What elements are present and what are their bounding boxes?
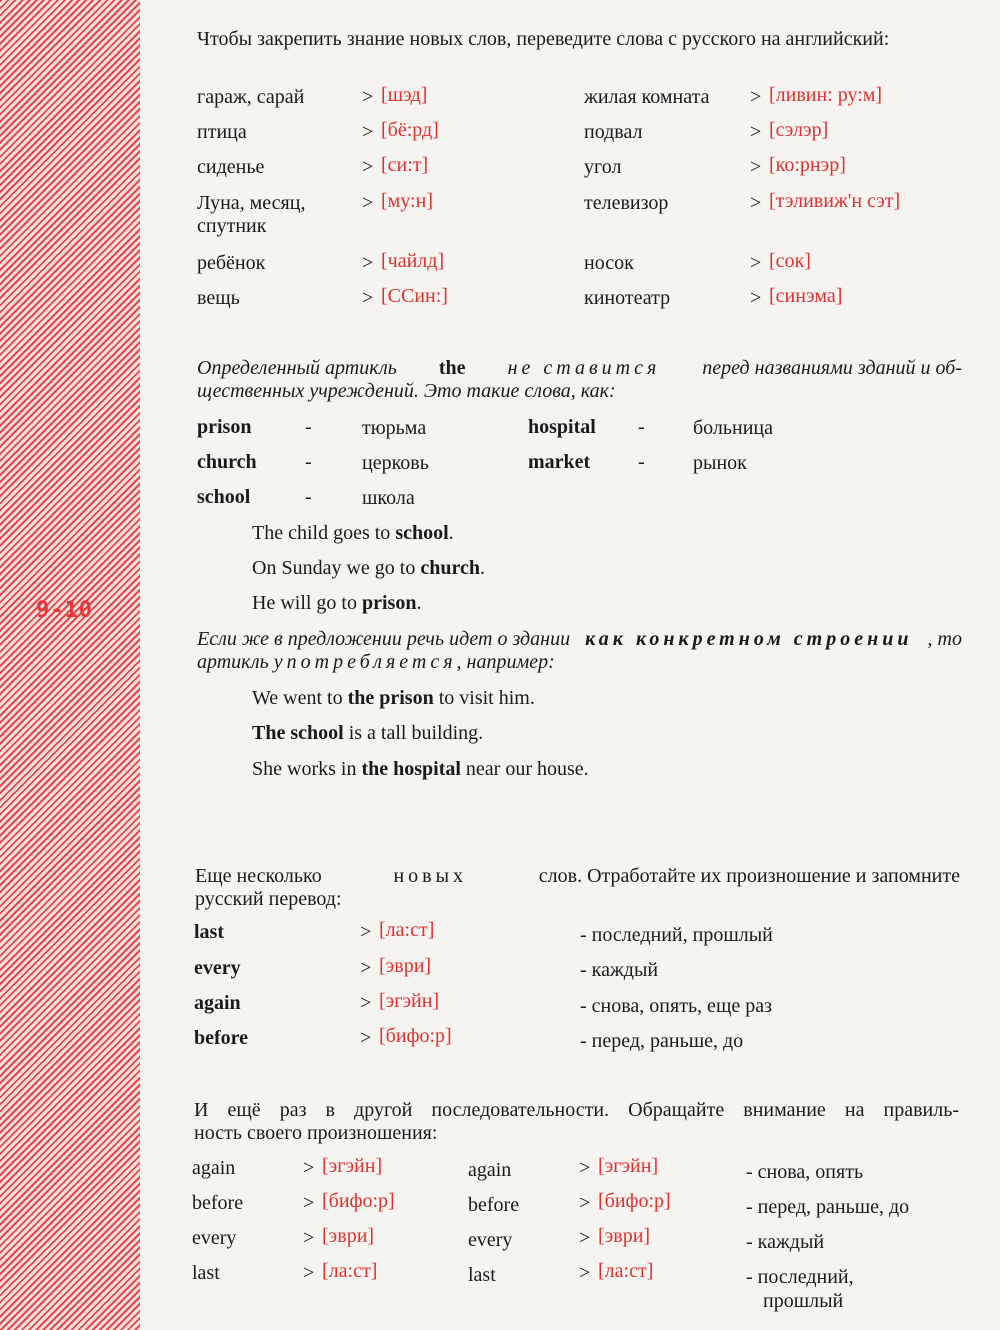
vocab2-ru: - перед, раньше, до: [580, 1030, 744, 1052]
arrow-icon: >: [579, 1192, 591, 1214]
example-sentence: [252, 687, 535, 710]
vocab1-ru: птица: [197, 121, 247, 143]
page-number: 9-10: [36, 598, 93, 623]
new-words-intro-line-2: русский перевод:: [195, 888, 342, 910]
building-ru: больница: [693, 417, 773, 439]
vocab1-transcription2: [ко:рнэр]: [769, 154, 846, 176]
vocab3-ru: - перед, раньше, до: [746, 1196, 910, 1218]
vocab2-ru: - последний, прошлый: [580, 924, 773, 946]
example-text: is a tall building.: [343, 722, 484, 744]
vocab1-transcription: [бё:рд]: [381, 119, 439, 141]
building-en: market: [528, 451, 591, 473]
vocab3-transcription: [ла:ст]: [322, 1260, 378, 1282]
rule2-emphasis: как конкретном строении: [585, 628, 913, 650]
example-text: near our house.: [460, 758, 589, 780]
article-rule-line-2: щественных учреждений. Это такие слова, как:: [197, 380, 616, 402]
vocab2-en: every: [194, 957, 241, 979]
dash: -: [305, 416, 312, 438]
intro2-text: Еще несколько: [195, 865, 322, 887]
rule-emphasis: не ставится: [507, 357, 661, 379]
rule2-text: артикль: [197, 651, 269, 673]
vocab2-transcription: [ла:ст]: [379, 919, 435, 941]
example-text: to visit him.: [433, 687, 535, 709]
building-ru: церковь: [362, 452, 429, 474]
vocab1-ru2: жилая комната: [584, 86, 710, 108]
vocab3-transcription: [эгэйн]: [322, 1155, 383, 1177]
vocab3-en: every: [192, 1227, 237, 1249]
vocab3-en: again: [192, 1157, 236, 1179]
new-words-intro: [195, 865, 960, 911]
arrow-icon: >: [579, 1262, 591, 1284]
building-en: prison: [197, 416, 252, 438]
arrow-icon: >: [362, 121, 374, 143]
dash: -: [305, 451, 312, 473]
example-keyword: The school: [252, 722, 344, 744]
vocab1-ru: ребёнок: [197, 252, 266, 274]
vocab1-transcription2: [синэма]: [769, 285, 843, 307]
arrow-icon: >: [362, 156, 374, 178]
arrow-icon: >: [579, 1157, 591, 1179]
vocab2-ru: - снова, опять, еще раз: [580, 995, 772, 1017]
example-text: On Sunday we go to: [252, 557, 421, 579]
building-en: school: [197, 486, 251, 508]
vocab2-ru: - каждый: [580, 959, 659, 981]
vocab1-transcription: [си:т]: [381, 154, 429, 176]
vocab2-transcription: [эгэйн]: [379, 990, 440, 1012]
vocab1-ru: Луна, месяц,: [197, 192, 306, 214]
example-text: The child goes to: [252, 522, 396, 544]
vocab3-ru-continued: прошлый: [763, 1290, 844, 1312]
vocab3-en: before: [192, 1192, 244, 1214]
example-text: .: [448, 522, 454, 544]
example-text: .: [479, 557, 485, 579]
vocab1-ru2: угол: [584, 156, 622, 178]
rule2-text: Если же в предложении речь идет о здании: [197, 628, 571, 650]
arrow-icon: >: [360, 1027, 372, 1049]
dash: -: [305, 486, 312, 508]
article-rule-paragraph: [197, 357, 962, 403]
arrow-icon: >: [303, 1227, 315, 1249]
intro-paragraph: Чтобы закрепить знание новых слов, переведите слова с русского на английский:: [197, 28, 890, 50]
vocab1-transcription2: [тэливиж'н сэт]: [769, 190, 901, 212]
example-text: We went to: [252, 687, 348, 709]
vocab3-transcription: [ла:ст]: [598, 1260, 654, 1282]
vocab1-ru: гараж, сарай: [197, 86, 305, 108]
arrow-icon: >: [362, 252, 374, 274]
vocab3-en: again: [468, 1159, 512, 1181]
example-text: He will go to: [252, 592, 362, 614]
building-ru: тюрьма: [362, 417, 427, 439]
arrow-icon: >: [750, 121, 762, 143]
article-rule-line-1: [197, 357, 962, 380]
arrow-icon: >: [362, 287, 374, 309]
vocab2-en: last: [194, 921, 224, 943]
vocab2-en: again: [194, 992, 241, 1014]
vocab1-transcription: [чайлд]: [381, 250, 445, 272]
example-text: .: [416, 592, 422, 614]
example-sentence: [252, 557, 485, 580]
vocab1-ru2: телевизор: [584, 192, 669, 214]
example-keyword: the prison: [347, 687, 434, 709]
intro2-emphasis: новых: [393, 865, 468, 887]
arrow-icon: >: [303, 1262, 315, 1284]
building-ru: школа: [362, 487, 415, 509]
arrow-icon: >: [362, 192, 374, 214]
vocab1-ru-continued: спутник: [197, 215, 267, 237]
rule2-text: , например:: [456, 651, 555, 673]
example-keyword: church: [420, 557, 480, 579]
vocab3-transcription: [бифо:р]: [598, 1190, 671, 1212]
rule-text: перед названиями зданий и об-: [702, 357, 962, 379]
dash: -: [638, 416, 645, 438]
dash: -: [638, 451, 645, 473]
repeat-intro-line-1: И ещё раз в другой последовательности. Обращайте внимание на правиль-: [194, 1099, 959, 1121]
arrow-icon: >: [750, 192, 762, 214]
vocab1-transcription2: [сок]: [769, 250, 811, 272]
example-keyword: school: [395, 522, 449, 544]
example-sentence: [252, 522, 454, 545]
arrow-icon: >: [579, 1227, 591, 1249]
article-rule-2-line-1: [197, 628, 962, 651]
vocab3-ru: - снова, опять: [746, 1161, 864, 1183]
arrow-icon: >: [360, 992, 372, 1014]
example-text: She works in: [252, 758, 362, 780]
arrow-icon: >: [362, 86, 374, 108]
building-en: church: [197, 451, 257, 473]
arrow-icon: >: [360, 921, 372, 943]
intro2-text: слов. Отработайте их произношение и запомните: [538, 865, 960, 887]
vocab3-en: last: [468, 1264, 496, 1286]
arrow-icon: >: [750, 252, 762, 274]
building-en: hospital: [528, 416, 596, 438]
example-keyword: prison: [362, 592, 417, 614]
example-keyword: the hospital: [361, 758, 461, 780]
new-words-intro-line-1: [195, 865, 960, 888]
vocab3-ru: - каждый: [746, 1231, 825, 1253]
vocab1-transcription2: [сэлэр]: [769, 119, 829, 141]
vocab3-en: before: [468, 1194, 520, 1216]
vocab3-ru: - последний,: [746, 1266, 854, 1288]
vocab1-transcription2: [ливин: ру:м]: [769, 84, 883, 106]
arrow-icon: >: [750, 156, 762, 178]
vocab1-transcription: [му:н]: [381, 190, 433, 212]
vocab2-en: before: [194, 1027, 249, 1049]
vocab1-ru2: носок: [584, 252, 634, 274]
article-the: the: [438, 357, 466, 379]
vocab3-en: last: [192, 1262, 220, 1284]
vocab1-ru2: кинотеатр: [584, 287, 671, 309]
article-rule-2: [197, 628, 962, 674]
decorative-side-band: [0, 0, 140, 1330]
vocab2-transcription: [эври]: [379, 955, 432, 977]
rule-text: Определенный артикль: [197, 357, 397, 379]
example-sentence: [252, 758, 589, 781]
vocab1-transcription: [шэд]: [381, 84, 428, 106]
arrow-icon: >: [750, 86, 762, 108]
vocab1-ru: сиденье: [197, 156, 265, 178]
vocab2-transcription: [бифо:р]: [379, 1025, 452, 1047]
arrow-icon: >: [360, 957, 372, 979]
vocab1-transcription: [ССин:]: [381, 285, 448, 307]
vocab1-ru: вещь: [197, 287, 240, 309]
vocab3-transcription: [эври]: [322, 1225, 375, 1247]
vocab1-ru2: подвал: [584, 121, 643, 143]
example-sentence: [252, 592, 421, 615]
example-sentence: [252, 722, 483, 745]
repeat-intro: [194, 1099, 959, 1145]
vocab3-transcription: [эгэйн]: [598, 1155, 659, 1177]
vocab3-transcription: [эври]: [598, 1225, 651, 1247]
rule2-text: , то: [927, 628, 962, 650]
arrow-icon: >: [303, 1192, 315, 1214]
arrow-icon: >: [303, 1157, 315, 1179]
article-rule-2-line-2: [197, 651, 962, 674]
vocab3-en: every: [468, 1229, 513, 1251]
arrow-icon: >: [750, 287, 762, 309]
rule2-emphasis: употребляется: [273, 651, 457, 673]
repeat-intro-line-2: ность своего произношения:: [194, 1122, 438, 1144]
vocab3-transcription: [бифо:р]: [322, 1190, 395, 1212]
building-ru: рынок: [693, 452, 747, 474]
